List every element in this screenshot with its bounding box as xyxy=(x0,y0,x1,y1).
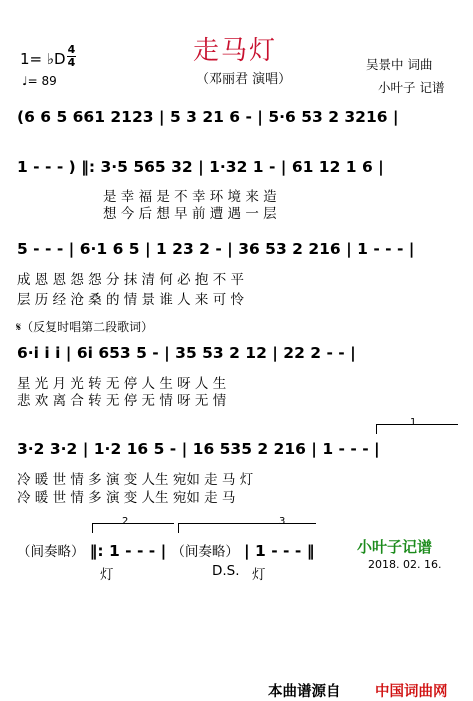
interlude-2-notes: | 1 - - - ‖ xyxy=(243,542,315,560)
score-line-5-notes: 3·2 3·2 | 1·2 16 5 - | 16 535 2 216 | 1 - - - | xyxy=(17,440,380,458)
score-line-2-lyrics-2: 想 今 后 想 早 前 遭 遇 一 层 xyxy=(103,206,277,222)
singer-credit: （邓丽君 演唱） xyxy=(196,72,292,87)
key-signature: 1= ♭D xyxy=(20,50,66,68)
interlude-1-notes: ‖: 1 - - - | xyxy=(89,542,167,560)
score-line-2-lyrics-1: 是 幸 福 是 不 幸 环 境 来 造 xyxy=(103,189,277,205)
song-title: 走马灯 xyxy=(193,36,278,66)
volta-3-hook xyxy=(178,523,179,533)
score-line-2-notes: 1 - - - ) ‖: 3·5 565 32 | 1·32 1 - | 61 12 1 6 | xyxy=(17,158,384,176)
score-line-1-notes: (6 6 5 661 2123 | 5 3 21 6 - | 5·6 53 2 3216 | xyxy=(17,108,399,126)
score-line-4-lyrics-2: 悲 欢 离 合 转 无 停 无 情 呀 无 情 xyxy=(17,393,227,409)
transcriber-stamp: 小叶子记谱 xyxy=(357,538,433,556)
score-line-5-lyrics-1: 冷 暖 世 情 多 演 变 人生 宛如 走 马 灯 xyxy=(17,472,254,488)
time-signature xyxy=(67,44,76,68)
interlude-2-note-values: 1 - - - xyxy=(255,542,302,560)
volta-3-number: 3 xyxy=(279,516,286,527)
score-line-4-lyrics-1: 星 光 月 光 转 无 停 人 生 呀 人 生 xyxy=(17,376,227,392)
volta-1-number: 1 xyxy=(410,417,417,428)
volta-2-bracket xyxy=(92,523,174,524)
time-signature-bottom: 4 xyxy=(67,56,76,69)
interlude-1-label: （间奏略） xyxy=(17,544,85,560)
score-line-6 xyxy=(17,540,314,560)
volta-2-number: 2 xyxy=(122,516,129,527)
volta-2-hook xyxy=(92,523,93,533)
score-line-5-lyrics-2: 冷 暖 世 情 多 演 变 人生 宛如 走 马 xyxy=(17,490,236,506)
score-line-6-lyric-b: 灯 xyxy=(252,567,266,583)
score-line-3-lyrics-2: 层 历 经 沧 桑 的 情 景 谁 人 来 可 怜 xyxy=(17,292,244,308)
tempo-mark: ♩= 89 xyxy=(22,74,57,88)
transcription-date: 2018. 02. 16. xyxy=(368,558,442,571)
interlude-1-note-values: 1 - - - xyxy=(108,542,156,560)
score-line-6-lyric-a: 灯 xyxy=(100,567,114,583)
score-line-3-lyrics-1: 成 恩 恩 怨 怨 分 抹 清 何 必 抱 不 平 xyxy=(17,272,244,288)
composer-credit: 吴景中 词曲 xyxy=(366,57,433,72)
repeat-instruction-text: （反复时唱第二段歌词） xyxy=(21,320,154,334)
score-line-3-notes: 5 - - - | 6·1 6 5 | 1 23 2 - | 36 53 2 216 | 1 - - - | xyxy=(17,240,415,258)
interlude-2-label: （间奏略） xyxy=(171,544,239,560)
transcriber-credit: 小叶子 记谱 xyxy=(378,80,445,95)
volta-1-bracket xyxy=(376,424,458,425)
volta-3-bracket xyxy=(178,523,316,524)
score-line-4-notes: 6·i i i | 6i 653 5 - | 35 53 2 12 | 22 2 - - | xyxy=(17,344,356,362)
time-signature-top: 4 xyxy=(67,43,76,56)
segno-icon: 𝄋 xyxy=(16,320,22,334)
footer-site-name: 中国词曲网 xyxy=(375,684,448,700)
footer-source-label: 本曲谱源自 xyxy=(268,684,341,700)
volta-1-hook xyxy=(376,424,377,434)
score-line-6-ds: D.S. xyxy=(212,563,240,579)
repeat-instruction xyxy=(16,318,153,335)
